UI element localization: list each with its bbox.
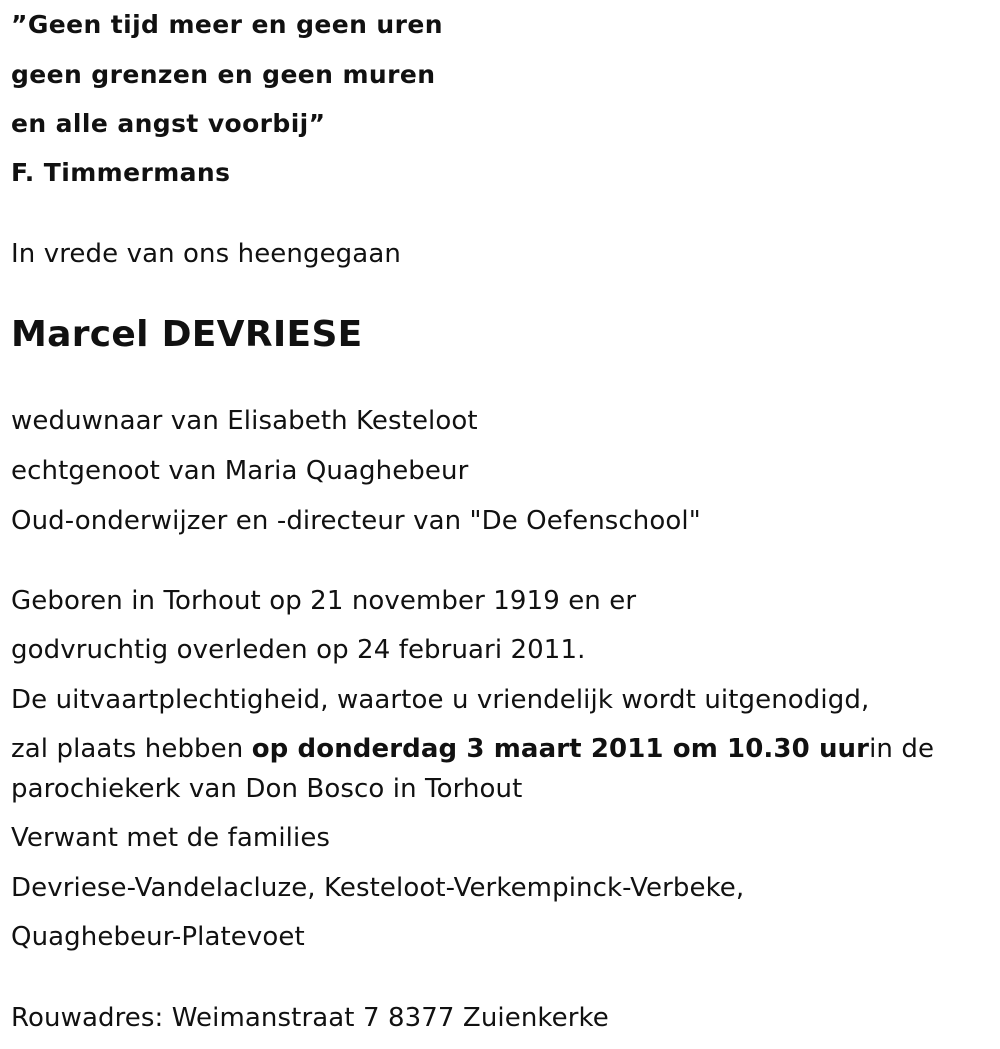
ceremony-line: [11, 733, 934, 765]
relation-profession: Oud-onderwijzer en -directeur van "De Oefenschool": [11, 506, 701, 536]
quote-author: F. Timmermans: [11, 158, 231, 187]
quote-line-2: geen grenzen en geen muren: [11, 60, 436, 89]
families-line-1: Devriese-Vandelacluze, Kesteloot-Verkempinck-Verbeke,: [11, 873, 745, 903]
mourning-address: Rouwadres: Weimanstraat 7 8377 Zuienkerke: [11, 1003, 609, 1033]
ceremony-suffix: in de: [869, 734, 935, 764]
quote-line-1: ”Geen tijd meer en geen uren: [11, 10, 443, 39]
birth-line-1: Geboren in Torhout op 21 november 1919 en er: [11, 586, 637, 616]
ceremony-invite: De uitvaartplechtigheid, waartoe u vriendelijk wordt uitgenodigd,: [11, 685, 870, 715]
families-line-2: Quaghebeur-Platevoet: [11, 922, 305, 952]
intro-text: In vrede van ons heengegaan: [11, 239, 401, 269]
birth-line-2: godvruchtig overleden op 24 februari 2011.: [11, 635, 586, 665]
ceremony-place: parochiekerk van Don Bosco in Torhout: [11, 774, 523, 804]
quote-line-3: en alle angst voorbij”: [11, 109, 326, 138]
relation-spouse: echtgenoot van Maria Quaghebeur: [11, 456, 469, 486]
relation-widower: weduwnaar van Elisabeth Kesteloot: [11, 406, 478, 436]
ceremony-prefix: zal plaats hebben: [11, 734, 252, 764]
ceremony-date-time: op donderdag 3 maart 2011 om 10.30 uur: [251, 734, 870, 764]
deceased-name: Marcel DEVRIESE: [11, 314, 363, 355]
families-intro: Verwant met de families: [11, 823, 331, 853]
